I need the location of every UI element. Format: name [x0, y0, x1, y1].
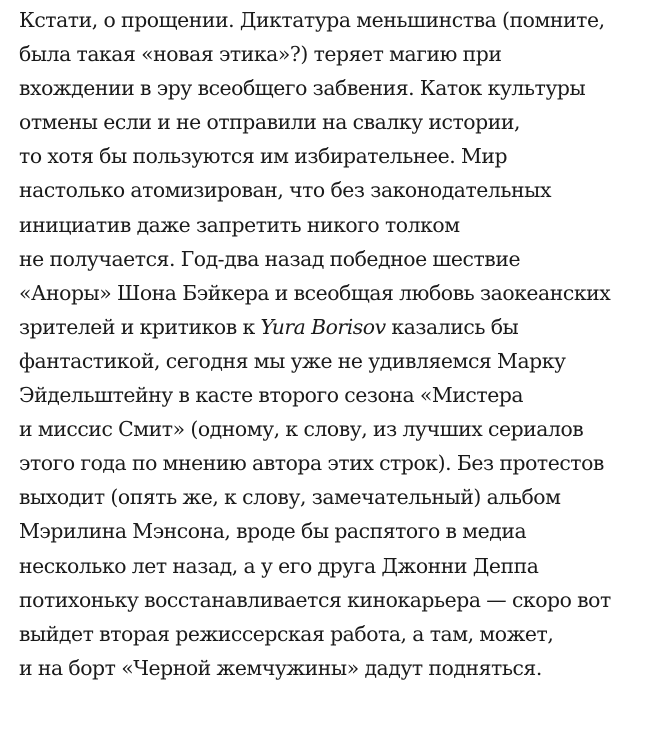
text-line: Мэрилина Мэнсона, вроде бы распятого в медиа [19, 519, 527, 544]
italic-name: Yura Borisov [260, 314, 386, 339]
text-line: «Аноры» Шона Бэйкера и всеобщая любовь заокеанских [19, 280, 611, 305]
text-line: была такая «новая этика»?) теряет магию при [19, 42, 502, 67]
text-line: и на борт «Черной жемчужины» дадут подняться. [19, 655, 542, 680]
text-segment: зрителей и критиков к [19, 314, 261, 339]
text-line: инициатив даже запретить никого толком [19, 212, 460, 237]
text-segment: казались бы [385, 314, 519, 339]
text-line: этого года по мнению автора этих строк). Без протестов [19, 451, 604, 476]
text-line: потихоньку восстанавливается кинокарьера — скоро вот [19, 587, 611, 612]
text-line: не получается. Год-два назад победное шествие [19, 246, 521, 271]
text-line: Эйдельштейну в касте второго сезона «Мистера [19, 383, 524, 408]
text-line [19, 310, 651, 344]
text-line: вхождении в эру всеобщего забвения. Каток культуры [19, 76, 586, 101]
text-line: то хотя бы пользуются им избирательнее. Мир [19, 144, 508, 169]
text-line: отмены если и не отправили на свалку истории, [19, 110, 520, 135]
text-line: Кстати, о прощении. Диктатура меньшинства (помните, [19, 8, 605, 32]
text-line: несколько лет назад, а у его друга Джонни Деппа [19, 553, 539, 578]
text-line: и миссис Смит» (одному, к слову, из лучших сериалов [19, 417, 584, 442]
text-line: выходит (опять же, к слову, замечательный) альбом [19, 485, 561, 510]
text-line: выйдет вторая режиссерская работа, а там, может, [19, 621, 554, 646]
text-line: настолько атомизирован, что без законодательных [19, 178, 552, 203]
article-body [19, 0, 655, 685]
text-line: фантастикой, сегодня мы уже не удивляемся Марку [19, 348, 566, 373]
